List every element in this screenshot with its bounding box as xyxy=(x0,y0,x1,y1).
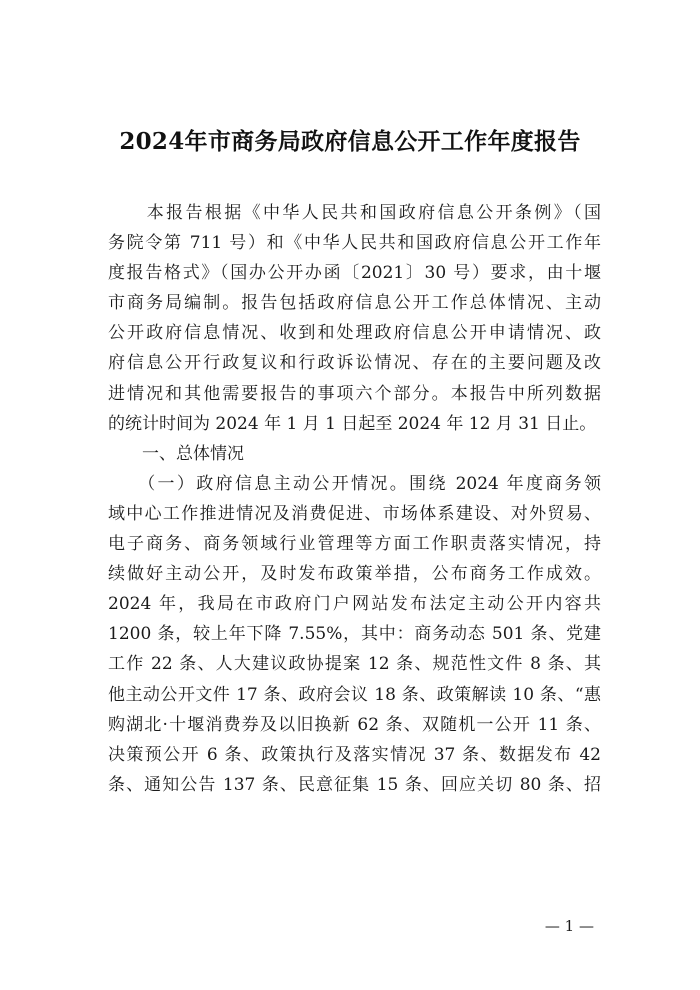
intro-line: 市商务局编制。报告包括政府信息公开工作总体情况、主动 xyxy=(108,293,601,314)
intro-line: 度报告格式》（国办公开办函〔2021〕30 号）要求，由十堰 xyxy=(108,263,601,284)
intro-line: 本报告根据《中华人民共和国政府信息公开条例》（国 xyxy=(108,203,601,223)
section-line: 决策预公开 6 条、政策执行及落实情况 37 条、数据发布 42 xyxy=(108,744,601,765)
intro-line: 务院令第 711 号）和《中华人民共和国政府信息公开工作年 xyxy=(108,233,601,254)
section-line: 工作 22 条、人大建议政协提案 12 条、规范性文件 8 条、其 xyxy=(108,654,601,675)
document-body xyxy=(108,198,601,800)
intro-line: 府信息公开行政复议和行政诉讼情况、存在的主要问题及改 xyxy=(108,353,601,374)
section-line: 2024 年，我局在市政府门户网站发布法定主动公开内容共 xyxy=(108,594,601,615)
intro-line: 进情况和其他需要报告的事项六个部分。本报告中所列数据 xyxy=(108,383,601,404)
intro-line: 的统计时间为 2024 年 1 月 1 日起至 2024 年 12 月 31 日止。 xyxy=(108,413,597,434)
section-line: 域中心工作推进情况及消费促进、市场体系建设、对外贸易、 xyxy=(108,503,601,524)
section-line: 购湖北·十堰消费券及以旧换新 62 条、双随机一公开 11 条、 xyxy=(108,714,601,735)
page-number: — 1 — xyxy=(544,917,594,935)
section-line: 条、通知公告 137 条、民意征集 15 条、回应关切 80 条、招 xyxy=(108,774,601,795)
section-line: 1200 条，较上年下降 7.55%，其中：商务动态 501 条、党建 xyxy=(108,624,601,645)
section-line: 他主动公开文件 17 条、政府会议 18 条、政策解读 10 条、“惠 xyxy=(108,684,601,705)
section-line: 电子商务、商务领域行业管理等方面工作职责落实情况，持 xyxy=(108,534,601,555)
intro-line: 公开政府信息情况、收到和处理政府信息公开申请情况、政 xyxy=(108,323,601,344)
document-title: 2024年市商务局政府信息公开工作年度报告 xyxy=(119,128,581,155)
section-heading: 一、总体情况 xyxy=(108,443,244,464)
section-line: （一）政府信息主动公开情况。围绕 2024 年度商务领 xyxy=(108,473,601,494)
section-line: 续做好主动公开，及时发布政策举措，公布商务工作成效。 xyxy=(108,564,601,585)
